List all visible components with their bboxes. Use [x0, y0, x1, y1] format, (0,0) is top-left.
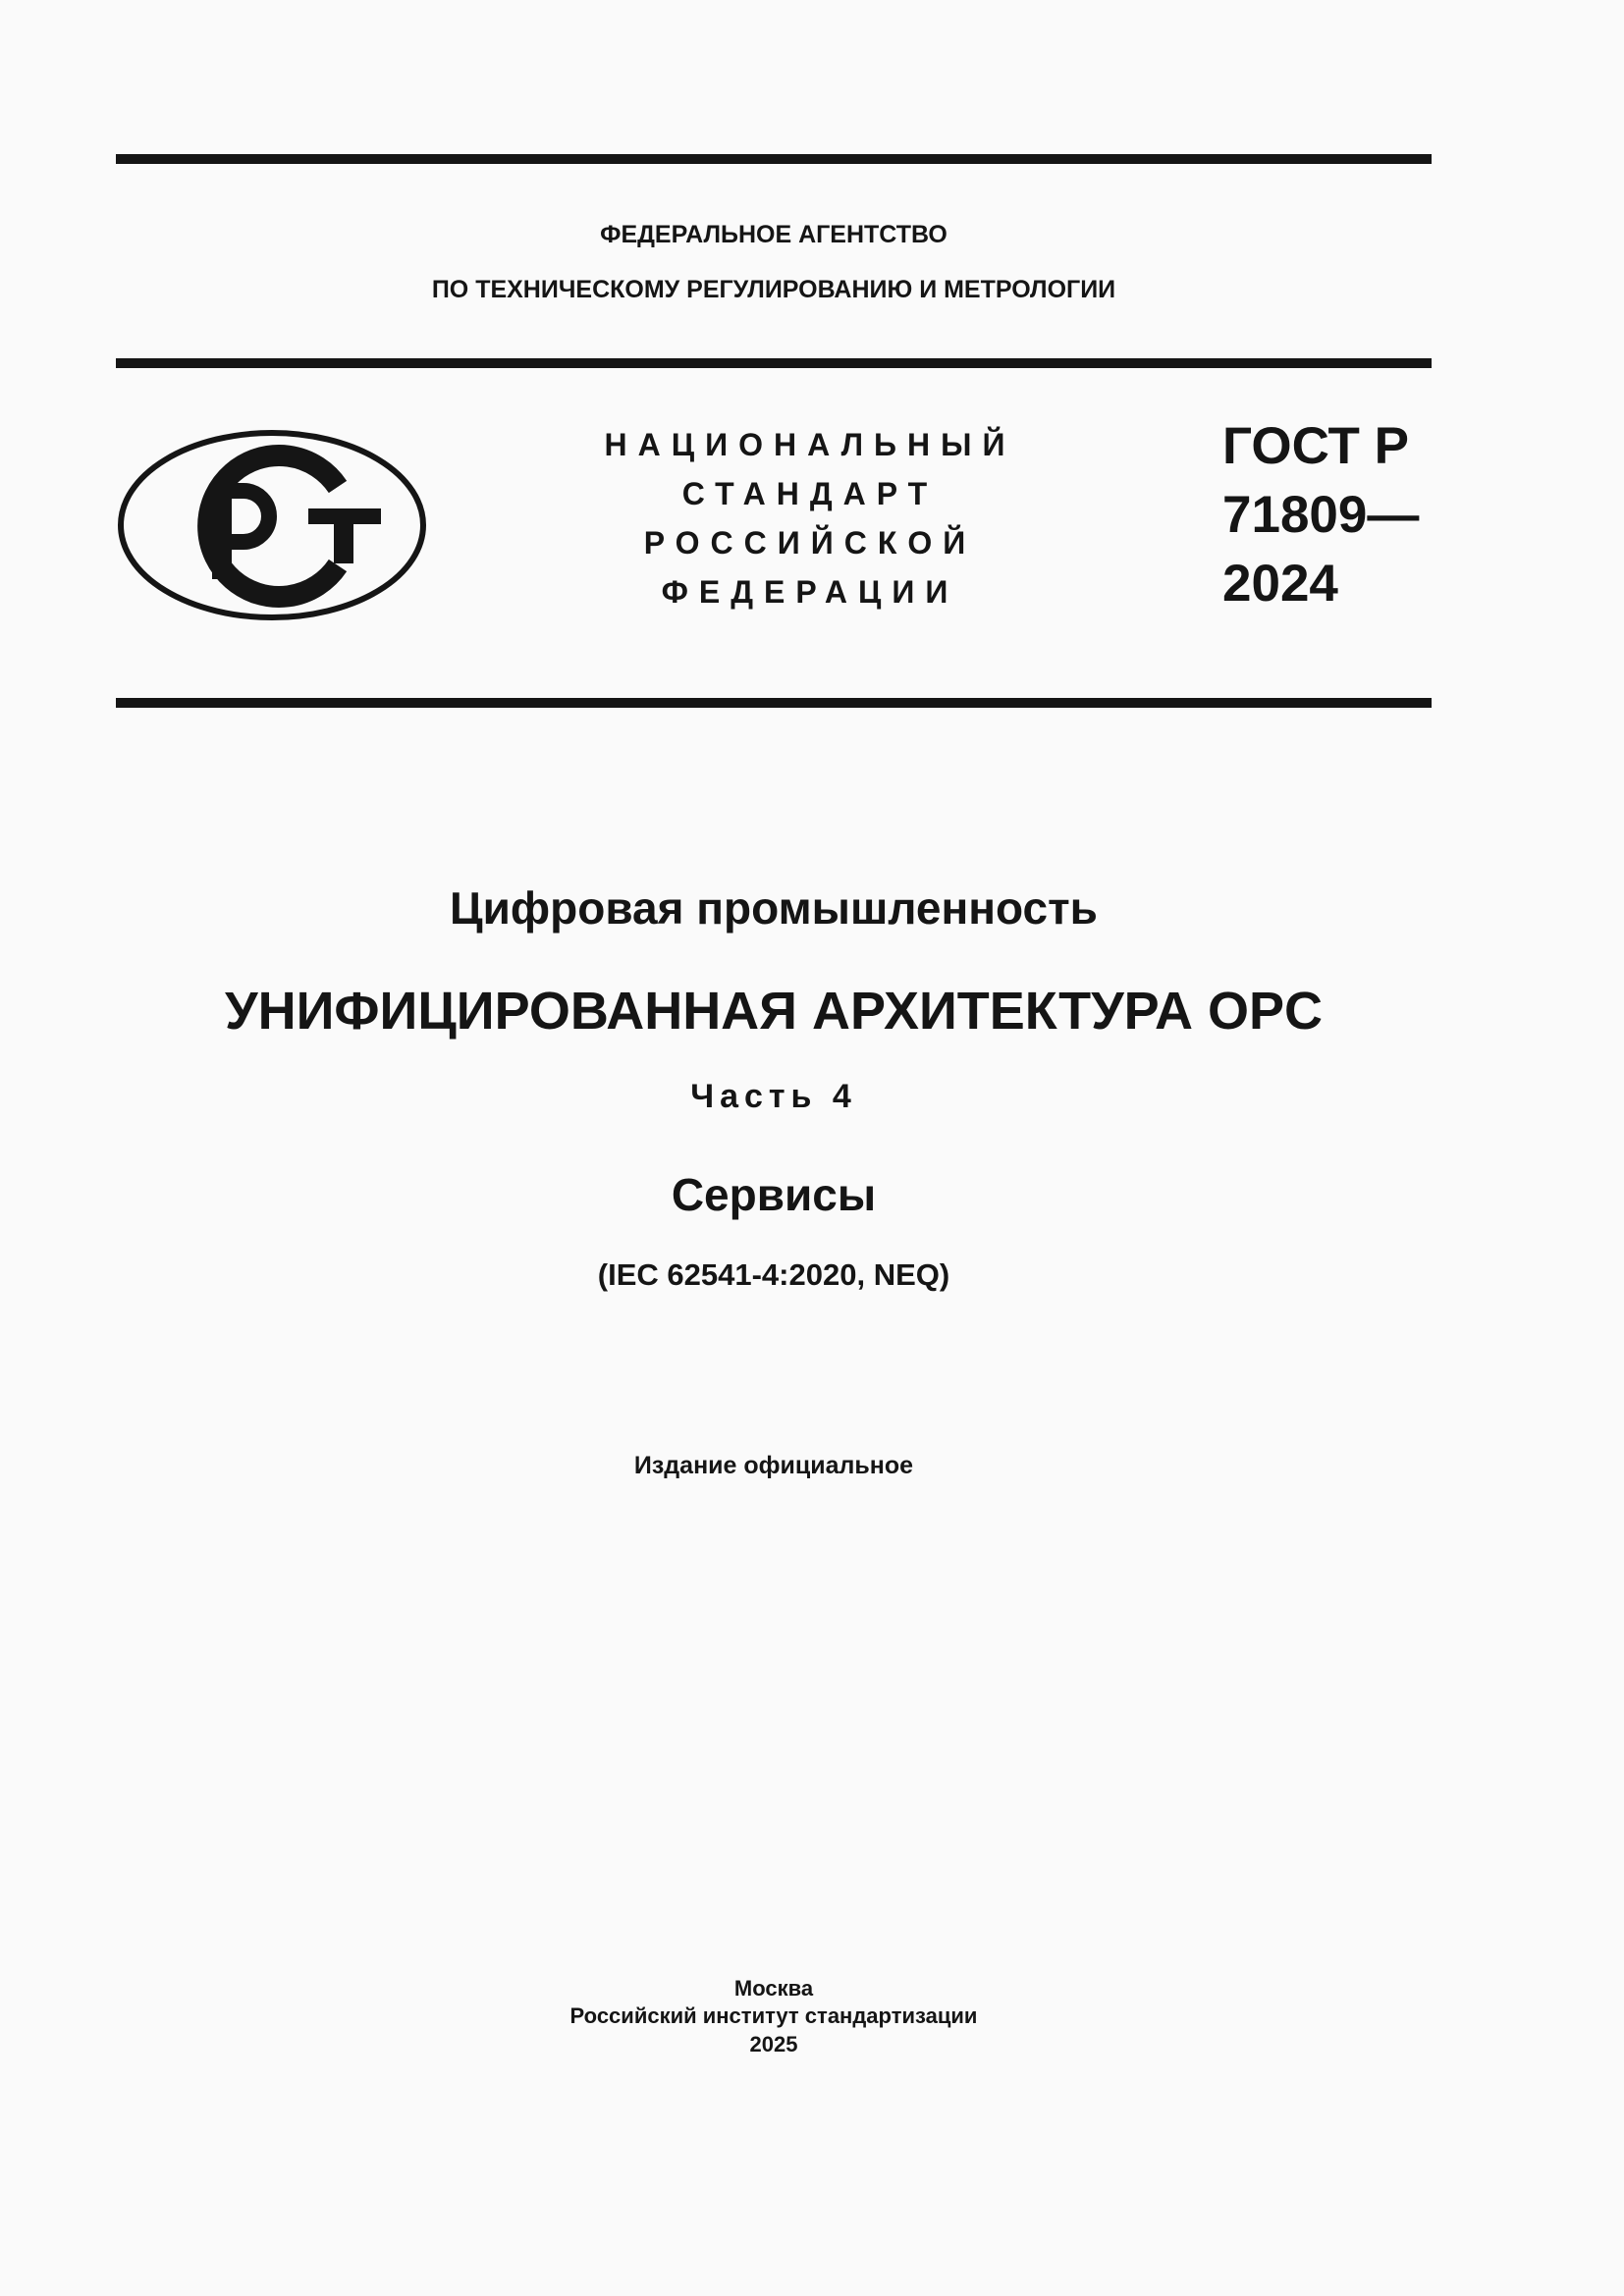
logo-block-rule — [116, 698, 1432, 708]
designation-line-3: 2024 — [1222, 555, 1338, 613]
imprint-publisher: Российский институт стандартизации — [569, 2003, 978, 2028]
subtitle: Сервисы — [671, 1169, 877, 1220]
designation-line-1: ГОСТ Р — [1222, 417, 1409, 475]
national-line-1: НАЦИОНАЛЬНЫЙ — [604, 427, 1016, 462]
header-rule — [116, 358, 1432, 368]
part-label: Часть 4 — [690, 1078, 857, 1115]
imprint-year: 2025 — [749, 2032, 798, 2056]
national-standard-label — [535, 420, 1085, 616]
standard-designation — [1222, 412, 1419, 618]
top-rule — [116, 154, 1432, 164]
imprint-city: Москва — [733, 1976, 814, 2001]
iec-reference: (IEC 62541-4:2020, NEQ) — [597, 1257, 950, 1292]
rst-emblem-icon — [116, 428, 428, 622]
agency-line-2: ПО ТЕХНИЧЕСКОМУ РЕГУЛИРОВАНИЮ И МЕТРОЛОГИИ — [431, 276, 1116, 303]
national-line-3: РОССИЙСКОЙ — [643, 525, 977, 561]
national-line-4: ФЕДЕРАЦИИ — [661, 574, 959, 610]
agency-line-1: ФЕДЕРАЛЬНОЕ АГЕНТСТВО — [600, 221, 947, 248]
edition-label: Издание официальное — [633, 1452, 914, 1479]
designation-line-2: 71809— — [1222, 486, 1420, 544]
national-line-2: СТАНДАРТ — [681, 476, 939, 511]
series-title: Цифровая промышленность — [450, 882, 1098, 934]
main-title: УНИФИЦИРОВАННАЯ АРХИТЕКТУРА OPC — [225, 982, 1323, 1041]
